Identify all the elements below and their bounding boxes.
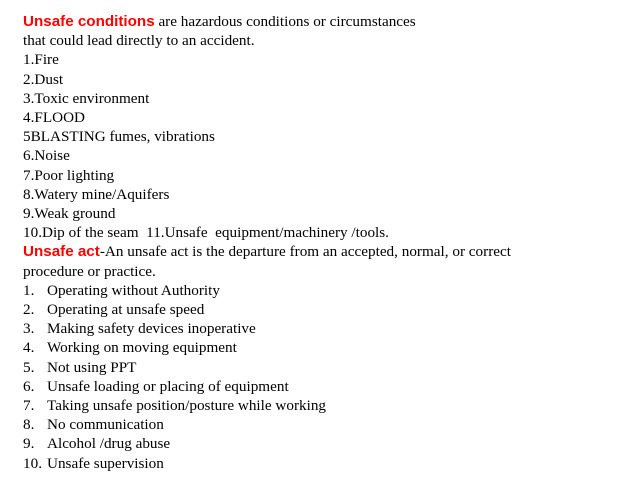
list-item-text: Alcohol /drug abuse xyxy=(47,435,171,453)
unsafe-act-definition-line-1 xyxy=(23,242,628,261)
list-item-number: 2. xyxy=(23,301,35,319)
list-item xyxy=(23,281,628,300)
list-item-text: Operating without Authority xyxy=(47,281,220,299)
list-item-text: Operating at unsafe speed xyxy=(47,301,205,319)
unsafe-conditions-definition: are hazardous conditions or circumstances xyxy=(154,13,416,30)
list-item xyxy=(23,434,628,453)
list-item: 5BLASTING fumes, vibrations xyxy=(23,128,215,146)
list-item xyxy=(23,454,628,473)
list-item: 7.Poor lighting xyxy=(23,166,115,184)
unsafe-act-definition: -An unsafe act is the departure from an accepted, normal, or correct xyxy=(99,243,511,261)
list-item-text: Making safety devices inoperative xyxy=(47,320,256,338)
list-item: 9.Weak ground xyxy=(23,205,116,223)
unsafe-act-list xyxy=(23,281,628,473)
list-item-number: 4. xyxy=(23,339,35,357)
list-item-text: Unsafe supervision xyxy=(47,454,164,472)
list-item: 10.Dip of the seam 11.Unsafe equipment/machinery /tools. xyxy=(23,224,389,242)
list-item xyxy=(23,338,628,357)
list-item-number: 10. xyxy=(23,454,42,472)
list-item: 3.Toxic environment xyxy=(23,89,150,107)
unsafe-conditions-definition-line-1 xyxy=(23,12,628,31)
list-item xyxy=(23,358,628,377)
list-item: 2.Dust xyxy=(23,70,64,88)
list-item-number: 1. xyxy=(23,281,35,299)
list-item xyxy=(23,396,628,415)
list-item-number: 3. xyxy=(23,320,35,338)
list-item xyxy=(23,377,628,396)
list-item-text: Not using PPT xyxy=(47,358,137,376)
unsafe-act-heading: Unsafe act xyxy=(23,243,100,261)
unsafe-conditions-list xyxy=(23,50,628,242)
slide-content xyxy=(23,12,628,473)
list-item-text: Working on moving equipment xyxy=(47,339,237,357)
list-item xyxy=(23,415,628,434)
list-item xyxy=(23,300,628,319)
list-item-text: Unsafe loading or placing of equipment xyxy=(47,377,289,395)
list-item: 8.Watery mine/Aquifers xyxy=(23,185,170,203)
list-item: 1.Fire xyxy=(23,51,59,69)
list-item-text: Taking unsafe position/posture while working xyxy=(47,397,327,415)
unsafe-conditions-definition-line-2: that could lead directly to an accident. xyxy=(23,32,255,50)
unsafe-conditions-heading: Unsafe conditions xyxy=(23,13,155,30)
list-item-number: 5. xyxy=(23,358,35,376)
list-item-number: 6. xyxy=(23,377,35,395)
list-item-number: 8. xyxy=(23,416,35,434)
list-item-number: 7. xyxy=(23,397,35,415)
unsafe-act-definition-line-2: procedure or practice. xyxy=(23,262,156,280)
list-item-number: 9. xyxy=(23,435,35,453)
list-item xyxy=(23,319,628,338)
list-item: 6.Noise xyxy=(23,147,70,165)
list-item: 4.FLOOD xyxy=(23,109,86,127)
list-item-text: No communication xyxy=(47,416,164,434)
